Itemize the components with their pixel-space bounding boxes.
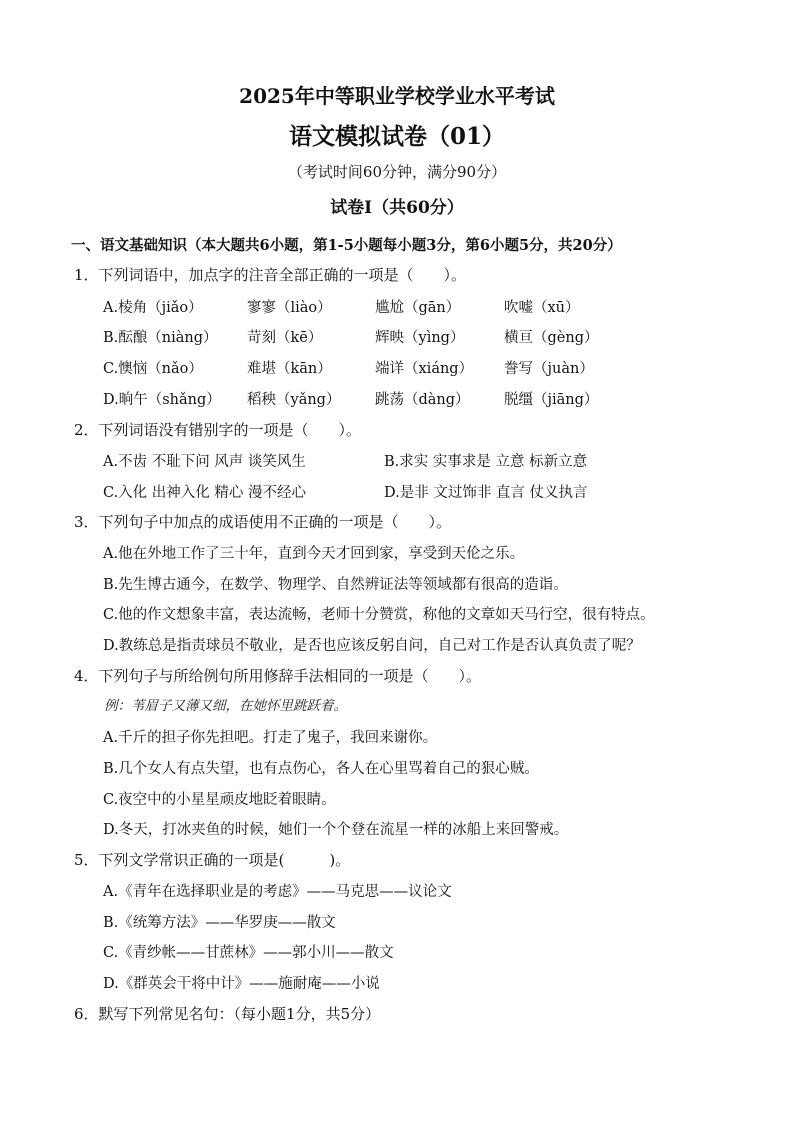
- q1-option-a-2: 寥寥（liào）: [247, 300, 332, 316]
- q1-option-a-1: A.棱角（jiǎo）: [103, 300, 203, 316]
- q2-option-a: A.不齿 不耻下问 风声 谈笑风生: [103, 454, 306, 470]
- exam-title: 2025年中等职业学校学业水平考试: [239, 84, 555, 108]
- q1-option-c-1: C.懊恼（nǎo）: [103, 361, 203, 377]
- q1-option-a-4: 吹嘘（xū）: [504, 300, 580, 316]
- section-heading: 一、语文基础知识（本大题共6小题，第1-5小题每小题3分，第6小题5分，共20分）: [71, 237, 622, 254]
- q5-option-b: B.《统筹方法》——华罗庚——散文: [103, 915, 336, 931]
- q2-option-d: D.是非 文过饰非 直言 仗义执言: [384, 485, 588, 501]
- q1-option-b-2: 苛刻（kē）: [247, 330, 323, 346]
- q3-option-d: D.教练总是指责球员不敬业，是否也应该反躬自问，自己对工作是否认真负责了呢？: [103, 638, 641, 654]
- q3-option-a: A.他在外地工作了三十年，直到今天才回到家，享受到天伦之乐。: [103, 546, 525, 562]
- question-1-stem: 1．下列词语中，加点字的注音全部正确的一项是（ ）。: [74, 266, 467, 284]
- question-6-stem: 6．默写下列常见名句：（每小题1分，共5分）: [74, 1005, 381, 1023]
- paper-title: 语文模拟试卷（01）: [288, 123, 505, 150]
- q5-option-d: D.《群英会干将中计》——施耐庵——小说: [103, 976, 380, 992]
- q4-example-sentence: 例：苇眉子又薄又细，在她怀里跳跃着。: [104, 698, 347, 714]
- q3-option-c: C.他的作文想象丰富，表达流畅，老师十分赞赏，称他的文章如天马行空，很有特点。: [103, 607, 655, 623]
- q1-option-b-4: 横亘（gèng）: [504, 330, 599, 346]
- question-3-stem: 3．下列句子中加点的成语使用不正确的一项是（ ）。: [74, 513, 452, 531]
- q1-option-d-2: 稻秧（yǎng）: [247, 392, 341, 408]
- q1-option-d-3: 跳荡（dàng）: [375, 392, 470, 408]
- q2-option-b: B.求实 实事求是 立意 标新立意: [384, 454, 588, 470]
- q1-option-c-4: 誊写（juàn）: [504, 361, 594, 377]
- exam-duration-note: （考试时间60分钟，满分90分）: [287, 163, 507, 181]
- q1-option-a-3: 尴尬（gān）: [375, 300, 461, 316]
- q1-option-d-4: 脱缰（jiāng）: [504, 392, 599, 408]
- q1-option-d-1: D.晌午（shǎng）: [103, 392, 221, 408]
- question-2-stem: 2．下列词语没有错别字的一项是（ ）。: [74, 421, 362, 439]
- question-5-stem: 5．下列文学常识正确的一项是( )。: [74, 851, 351, 869]
- q1-option-b-3: 辉映（yìng）: [375, 330, 465, 346]
- q4-option-d: D.冬天，打冰夹鱼的时候，她们一个个登在流星一样的冰船上来回警戒。: [103, 822, 569, 838]
- part-title: 试卷Ⅰ（共60分）: [330, 198, 464, 218]
- q4-option-b: B.几个女人有点失望，也有点伤心，各人在心里骂着自己的狠心贼。: [103, 761, 539, 777]
- question-4-stem: 4．下列句子与所给例句所用修辞手法相同的一项是（ ）。: [74, 667, 482, 685]
- q2-option-c: C.入化 出神入化 精心 漫不经心: [103, 485, 307, 501]
- q4-option-a: A.千斤的担子你先担吧。打走了鬼子，我回来谢你。: [103, 730, 438, 746]
- q5-option-c: C.《青纱帐——甘蔗林》——郭小川——散文: [103, 945, 394, 961]
- q1-option-c-3: 端详（xiáng）: [375, 361, 474, 377]
- q4-option-c: C.夜空中的小星星顽皮地眨着眼睛。: [103, 792, 336, 808]
- q1-option-b-1: B.酝酿（niàng）: [103, 330, 218, 346]
- q3-option-b: B.先生博古通今，在数学、物理学、自然辨证法等领域都有很高的造诣。: [103, 577, 568, 593]
- q5-option-a: A.《青年在选择职业是的考虑》——马克思——议论文: [103, 884, 452, 900]
- q1-option-c-2: 难堪（kān）: [247, 361, 332, 377]
